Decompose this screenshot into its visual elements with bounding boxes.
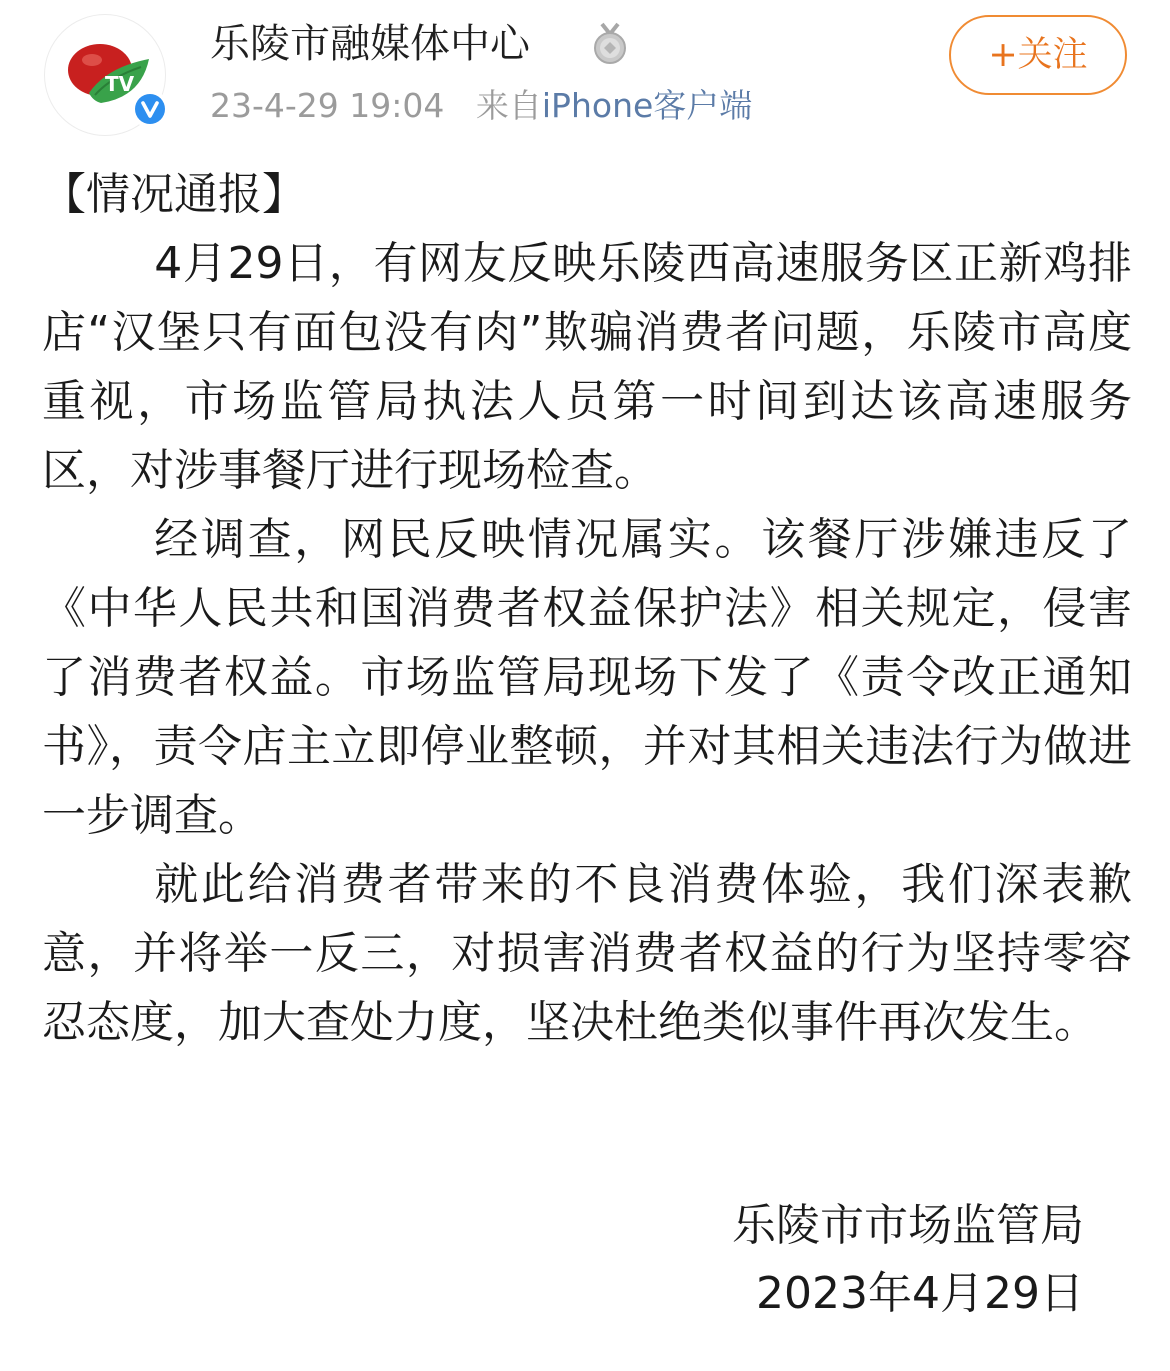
post-title: 【情况通报】 — [42, 169, 306, 220]
source-prefix: 来自 — [475, 86, 542, 125]
follow-button[interactable]: +关注 — [949, 15, 1127, 95]
source-client-link[interactable]: iPhone客户端 — [541, 86, 753, 125]
post-body — [42, 160, 1132, 1057]
post-paragraph: 4月29日，有网友反映乐陵西高速服务区正新鸡排店“汉堡只有面包没有肉”欺骗消费者问题，乐陵市高度重视，市场监管局执法人员第一时间到达该高速服务区，对涉事餐厅进行现场检查。 — [42, 238, 1132, 496]
signature-org: 乐陵市市场监管局 — [732, 1200, 1084, 1251]
svg-text:TV: TV — [105, 72, 135, 96]
post-header — [0, 0, 1170, 140]
post-timestamp[interactable]: 23-4-29 19:04 — [210, 86, 445, 125]
post-paragraph: 就此给消费者带来的不良消费体验，我们深表歉意，并将举一反三，对损害消费者权益的行为坚持零容忍态度，加大查处力度，坚决杜绝类似事件再次发生。 — [42, 859, 1132, 1048]
post-meta — [210, 84, 752, 128]
verified-v-icon — [134, 93, 166, 125]
medal-icon — [590, 22, 630, 66]
verified-badge — [131, 90, 169, 128]
signature-date: 2023年4月29日 — [756, 1268, 1084, 1319]
account-name[interactable]: 乐陵市融媒体中心 — [210, 21, 530, 67]
post-paragraph: 经调查，网民反映情况属实。该餐厅涉嫌违反了《中华人民共和国消费者权益保护法》相关规定，侵害了消费者权益。市场监管局现场下发了《责令改正通知书》，责令店主立即停业整顿，并对其相关违法行为做进一步调查。 — [42, 514, 1132, 841]
